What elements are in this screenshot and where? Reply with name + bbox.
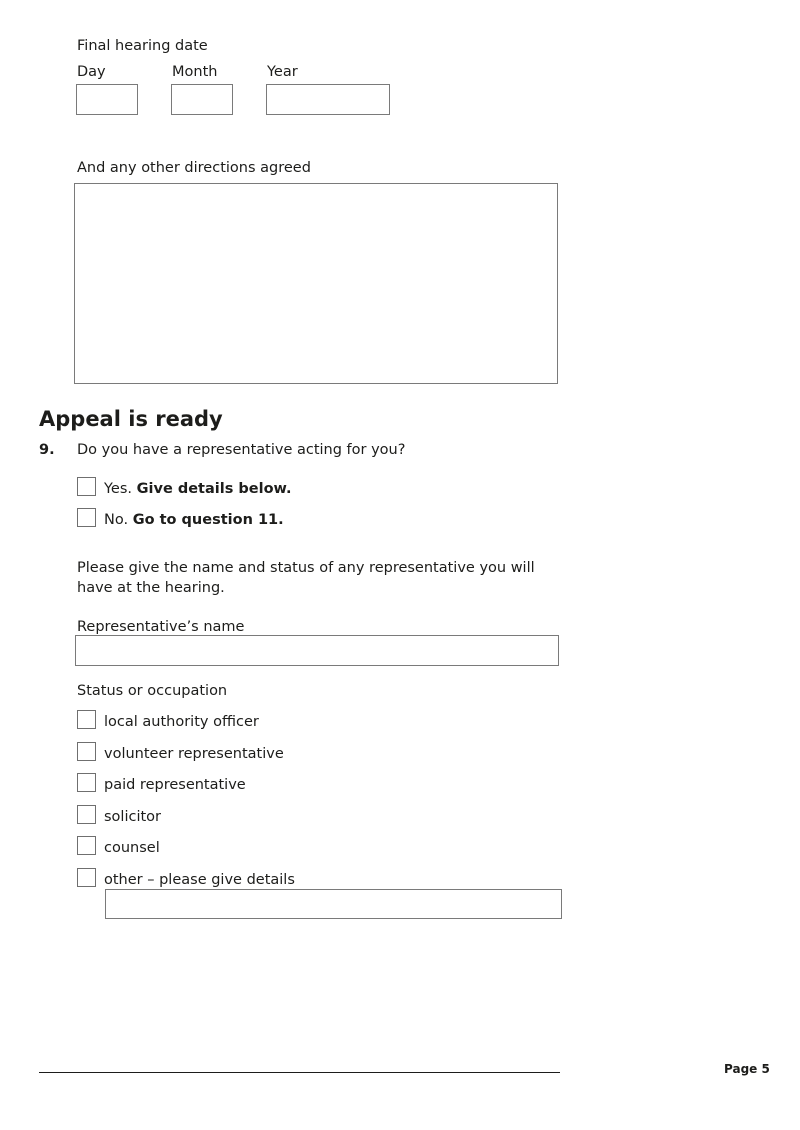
year-input[interactable] — [266, 84, 390, 115]
solicitor-label: solicitor — [104, 809, 162, 825]
other-directions-textarea[interactable] — [74, 183, 558, 384]
final-hearing-date-label: Final hearing date — [77, 38, 208, 54]
other-details-input[interactable] — [105, 889, 562, 919]
section-heading: Appeal is ready — [39, 407, 223, 431]
local-authority-officer-checkbox[interactable] — [77, 710, 96, 729]
day-input[interactable] — [76, 84, 138, 115]
no-option-label — [104, 513, 284, 528]
yes-option-prefix: Yes. — [104, 481, 133, 497]
day-label: Day — [77, 64, 106, 80]
other-label: other – please give details — [104, 872, 295, 888]
yes-checkbox[interactable] — [77, 477, 96, 496]
yes-option-instruction: Give details below. — [136, 481, 292, 497]
yes-option-label — [104, 482, 292, 497]
month-input[interactable] — [171, 84, 233, 115]
representative-name-input[interactable] — [75, 635, 559, 666]
counsel-label: counsel — [104, 840, 160, 856]
volunteer-representative-label: volunteer representative — [104, 746, 284, 762]
paid-representative-checkbox[interactable] — [77, 773, 96, 792]
question-number: 9. — [39, 442, 55, 458]
status-occupation-label: Status or occupation — [77, 683, 228, 699]
month-label: Month — [172, 64, 218, 80]
no-option-prefix: No. — [104, 512, 129, 528]
other-directions-label: And any other directions agreed — [77, 160, 311, 176]
representative-name-label: Representative’s name — [77, 619, 245, 635]
footer-divider — [39, 1072, 560, 1073]
question-text: Do you have a representative acting for you? — [77, 442, 406, 458]
no-option-instruction: Go to question 11. — [132, 512, 284, 528]
counsel-checkbox[interactable] — [77, 836, 96, 855]
solicitor-checkbox[interactable] — [77, 805, 96, 824]
volunteer-representative-checkbox[interactable] — [77, 742, 96, 761]
no-checkbox[interactable] — [77, 508, 96, 527]
page-number: Page 5 — [724, 1062, 770, 1076]
local-authority-officer-label: local authority officer — [104, 714, 259, 730]
other-checkbox[interactable] — [77, 868, 96, 887]
representative-instruction: Please give the name and status of any representative you will have at the hearing. — [77, 560, 535, 596]
year-label: Year — [267, 64, 298, 80]
paid-representative-label: paid representative — [104, 777, 246, 793]
